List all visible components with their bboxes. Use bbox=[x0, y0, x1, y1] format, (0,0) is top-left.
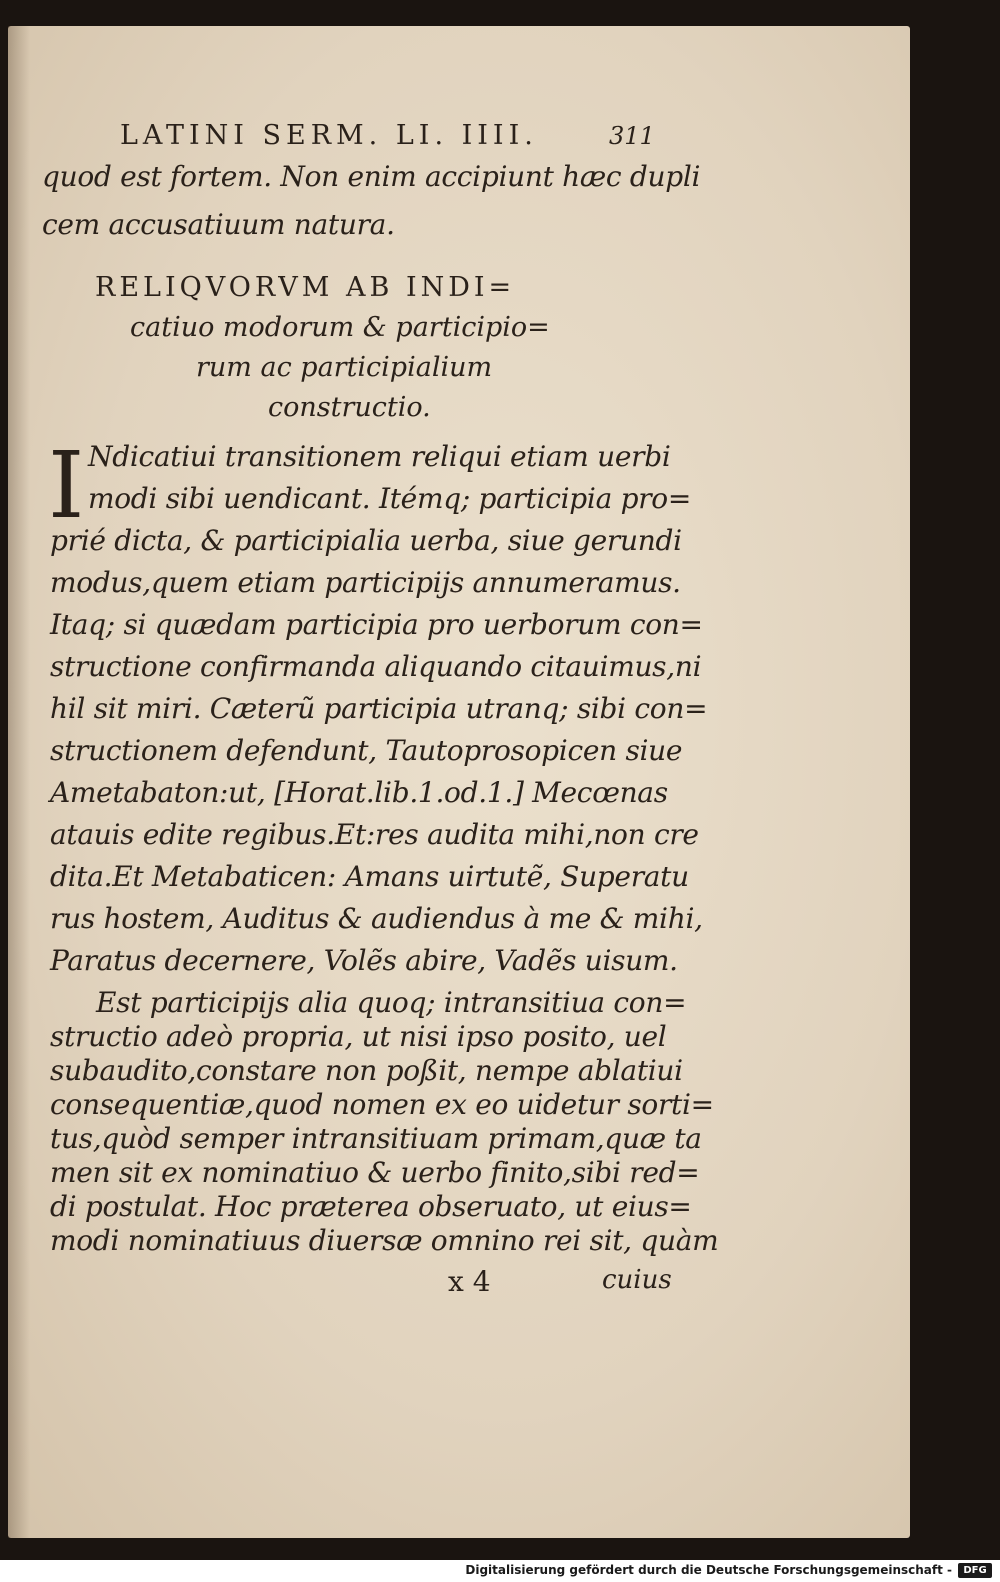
paragraph-line: atauis edite regibus.Et:res audita mihi,non cre bbox=[50, 818, 699, 851]
paragraph-line: Paratus decernere, Volẽs abire, Vadẽs uisum. bbox=[50, 944, 678, 977]
paragraph-line: Ndicatiui transitionem reliqui etiam uerbi bbox=[88, 440, 671, 473]
intro-line: cem accusatiuum natura. bbox=[42, 208, 395, 241]
paragraph-line: subaudito,constare non poßit, nempe ablatiui bbox=[50, 1054, 683, 1087]
running-head: LATINI SERM. LI. IIII. bbox=[120, 120, 538, 151]
paragraph-line: Est participijs alia quoq; intransitiua con= bbox=[96, 986, 687, 1019]
paragraph-line: consequentiæ,quod nomen ex eo uidetur sorti= bbox=[50, 1088, 714, 1121]
folio-number: 311 bbox=[609, 122, 655, 150]
intro-line: quod est fortem. Non enim accipiunt hæc dupli bbox=[42, 160, 701, 193]
drop-cap: I bbox=[48, 432, 85, 539]
paragraph-line: modi sibi uendicant. Itémq; participia pro= bbox=[88, 482, 692, 515]
signature-mark: x 4 bbox=[448, 1265, 491, 1298]
paragraph-line: tus,quòd semper intransitiuam primam,quæ ta bbox=[50, 1122, 702, 1155]
paragraph-line: men sit ex nominatiuo & uerbo finito,sibi red= bbox=[50, 1156, 700, 1189]
paragraph-line: Ametabaton:ut, [Horat.lib.1.od.1.] Mecœnas bbox=[50, 776, 668, 809]
paragraph-line: Itaq; si quædam participia pro uerborum con= bbox=[50, 608, 703, 641]
dfg-logo-icon: DFG bbox=[958, 1563, 992, 1578]
gutter-shadow bbox=[8, 26, 30, 1538]
paragraph-line: dita.Et Metabaticen: Amans uirtutẽ, Superatu bbox=[50, 860, 689, 893]
section-heading-line: catiuo modorum & participio= bbox=[130, 312, 550, 343]
funding-credit: Digitalisierung gefördert durch die Deutsche Forschungsgemeinschaft - bbox=[465, 1563, 952, 1577]
paragraph-line: rus hostem, Auditus & audiendus à me & mihi, bbox=[50, 902, 703, 935]
footer-bar bbox=[0, 1560, 1000, 1582]
section-heading-caps: RELIQVORVM AB INDI= bbox=[95, 272, 516, 303]
paragraph-line: modi nominatiuus diuersæ omnino rei sit, quàm bbox=[50, 1224, 719, 1257]
paragraph-line: hil sit miri. Cæterũ participia utranq; sibi con= bbox=[50, 692, 708, 725]
catchword: cuius bbox=[602, 1265, 672, 1295]
section-heading-line: rum ac participialium bbox=[196, 352, 493, 383]
paragraph-line: prié dicta, & participialia uerba, siue gerundi bbox=[50, 524, 682, 557]
paragraph-line: modus,quem etiam participijs annumeramus. bbox=[50, 566, 681, 599]
section-heading-line: constructio. bbox=[268, 392, 431, 423]
paragraph-line: di postulat. Hoc præterea obseruato, ut eius= bbox=[50, 1190, 692, 1223]
paragraph-line: structionem defendunt, Tautoprosopicen siue bbox=[50, 734, 683, 767]
paragraph-line: structio adeò propria, ut nisi ipso posito, uel bbox=[50, 1020, 667, 1053]
paragraph-line: structione confirmanda aliquando citauimus,ni bbox=[50, 650, 702, 683]
